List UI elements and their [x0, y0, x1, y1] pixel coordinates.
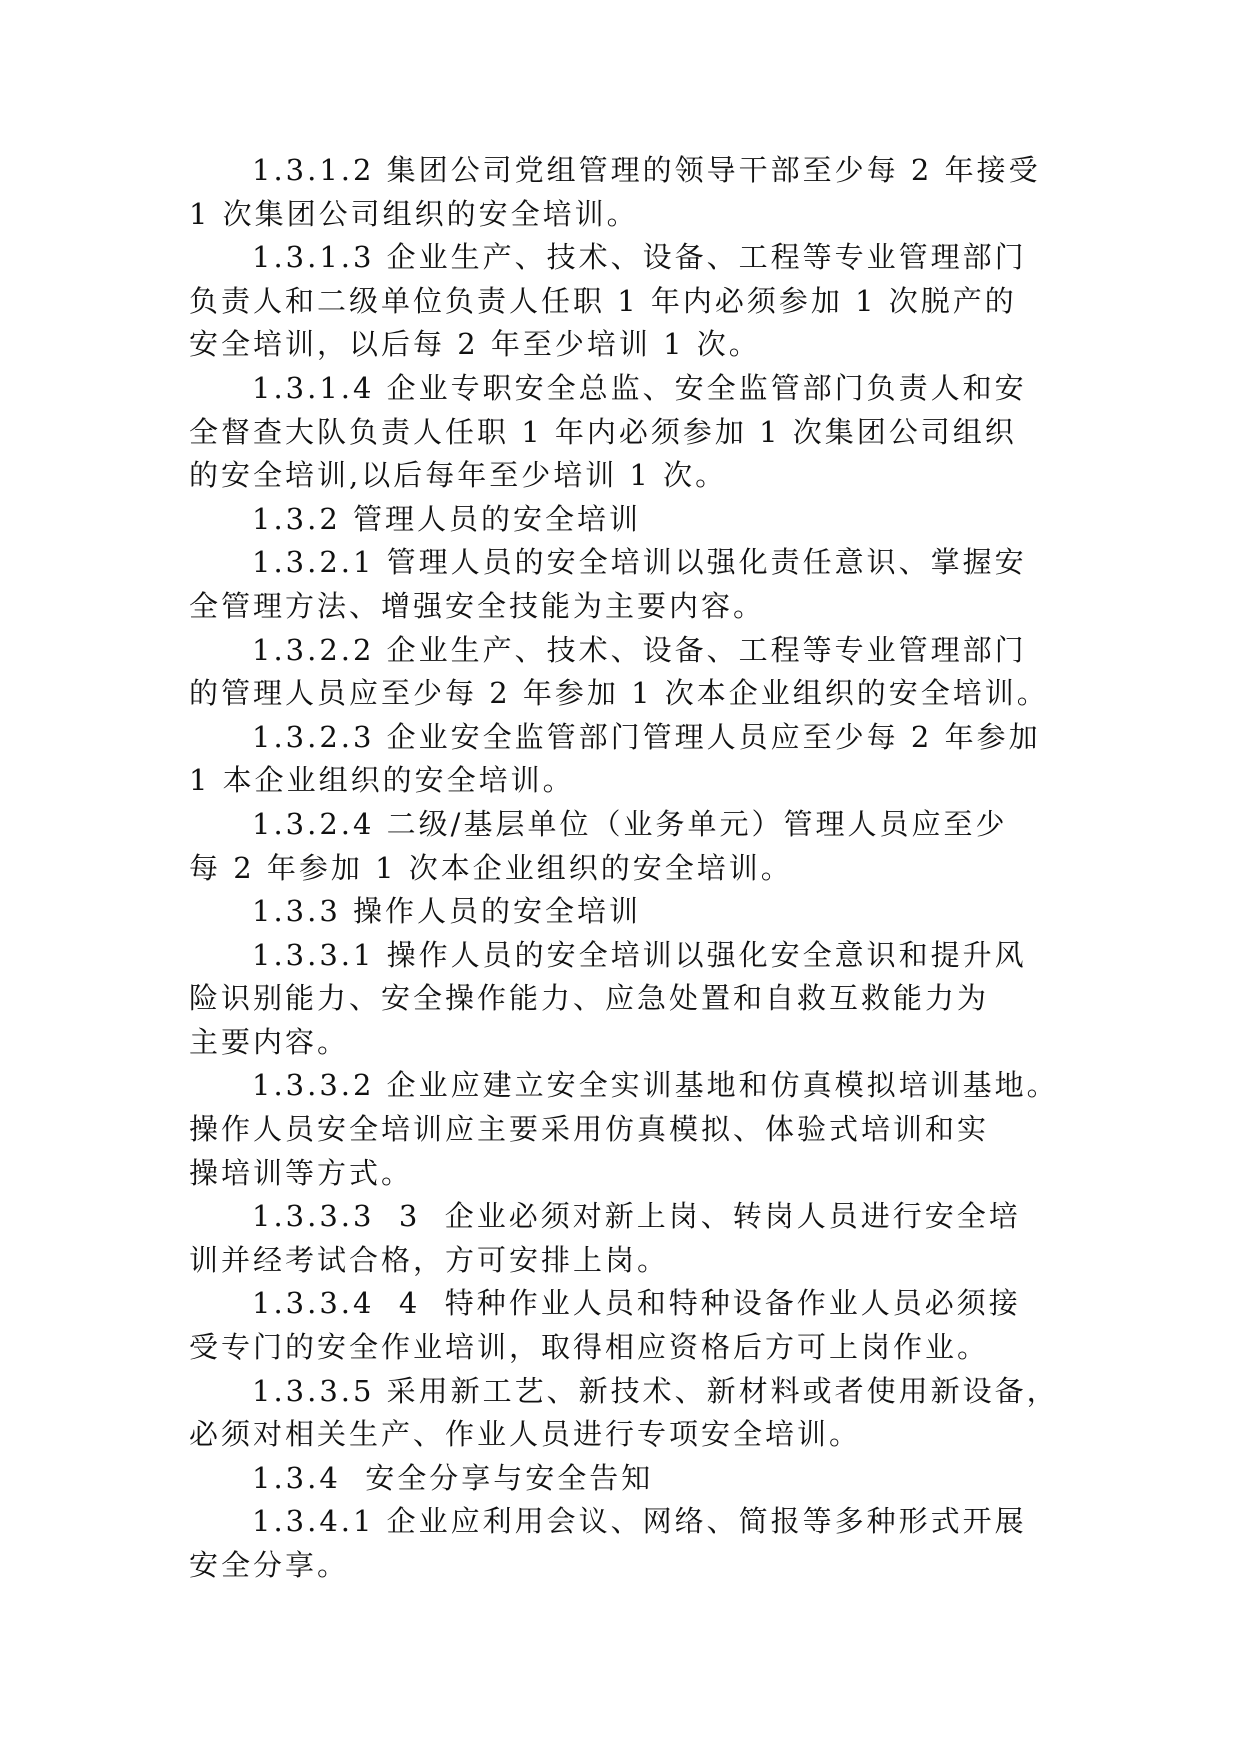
text-line: 主要内容。	[189, 1024, 350, 1059]
document-body	[189, 149, 1069, 1588]
section-heading: 1.3.4 安全分享与安全告知	[252, 1460, 654, 1495]
text-line: 1.3.2.1 管理人员的安全培训以强化责任意识、掌握安	[252, 545, 1027, 580]
text-line: 1.3.1.4 企业专职安全总监、安全监管部门负责人和安	[252, 370, 1027, 405]
text-line: 险识别能力、安全操作能力、应急处置和自救互救能力为	[189, 981, 990, 1016]
text-line: 1.3.4.1 企业应利用会议、网络、简报等多种形式开展	[252, 1504, 1027, 1539]
text-line: 操培训等方式。	[189, 1155, 414, 1190]
text-line: 每 2 年参加 1 次本企业组织的安全培训。	[189, 850, 793, 885]
text-line: 1.3.2.2 企业生产、技术、设备、工程等专业管理部门	[252, 632, 1027, 667]
text-line: 1 次集团公司组织的安全培训。	[189, 196, 639, 231]
text-line: 1.3.2.4 二级/基层单位（业务单元）管理人员应至少	[252, 806, 1008, 841]
section-heading: 1.3.2 管理人员的安全培训	[252, 501, 642, 536]
text-line: 1.3.3.1 操作人员的安全培训以强化安全意识和提升风	[252, 937, 1027, 972]
text-line: 1.3.3.3 3 企业必须对新上岗、转岗人员进行安全培	[252, 1199, 1021, 1234]
text-line: 1.3.3.2 企业应建立安全实训基地和仿真模拟培训基地。	[252, 1068, 1059, 1103]
text-line: 1 本企业组织的安全培训。	[189, 763, 575, 798]
text-line: 训并经考试合格，方可安排上岗。	[189, 1242, 670, 1277]
text-line: 安全分享。	[189, 1548, 350, 1582]
text-line: 的管理人员应至少每 2 年参加 1 次本企业组织的安全培训。	[189, 676, 1049, 711]
text-line: 1.3.1.3 企业生产、技术、设备、工程等专业管理部门	[252, 240, 1027, 275]
text-line: 全管理方法、增强安全技能为主要内容。	[189, 588, 766, 623]
text-line: 安全培训，以后每 2 年至少培训 1 次。	[189, 327, 761, 362]
text-line: 1.3.3.4 4 特种作业人员和特种设备作业人员必须接	[252, 1286, 1021, 1321]
text-line: 受专门的安全作业培训，取得相应资格后方可上岗作业。	[189, 1330, 990, 1365]
text-line: 1.3.1.2 集团公司党组管理的领导干部至少每 2 年接受	[252, 153, 1041, 187]
text-line: 1.3.3.5 采用新工艺、新技术、新材料或者使用新设备，	[252, 1373, 1059, 1408]
text-line: 负责人和二级单位负责人任职 1 年内必须参加 1 次脱产的	[189, 283, 1017, 318]
text-line: 1.3.2.3 企业安全监管部门管理人员应至少每 2 年参加	[252, 719, 1041, 754]
text-line: 全督查大队负责人任职 1 年内必须参加 1 次集团公司组织	[189, 414, 1017, 449]
text-line: 必须对相关生产、作业人员进行专项安全培训。	[189, 1417, 862, 1452]
text-line: 的安全培训,以后每年至少培训 1 次。	[189, 458, 728, 493]
section-heading: 1.3.3 操作人员的安全培训	[252, 894, 642, 929]
text-line: 操作人员安全培训应主要采用仿真模拟、体验式培训和实	[189, 1112, 990, 1147]
